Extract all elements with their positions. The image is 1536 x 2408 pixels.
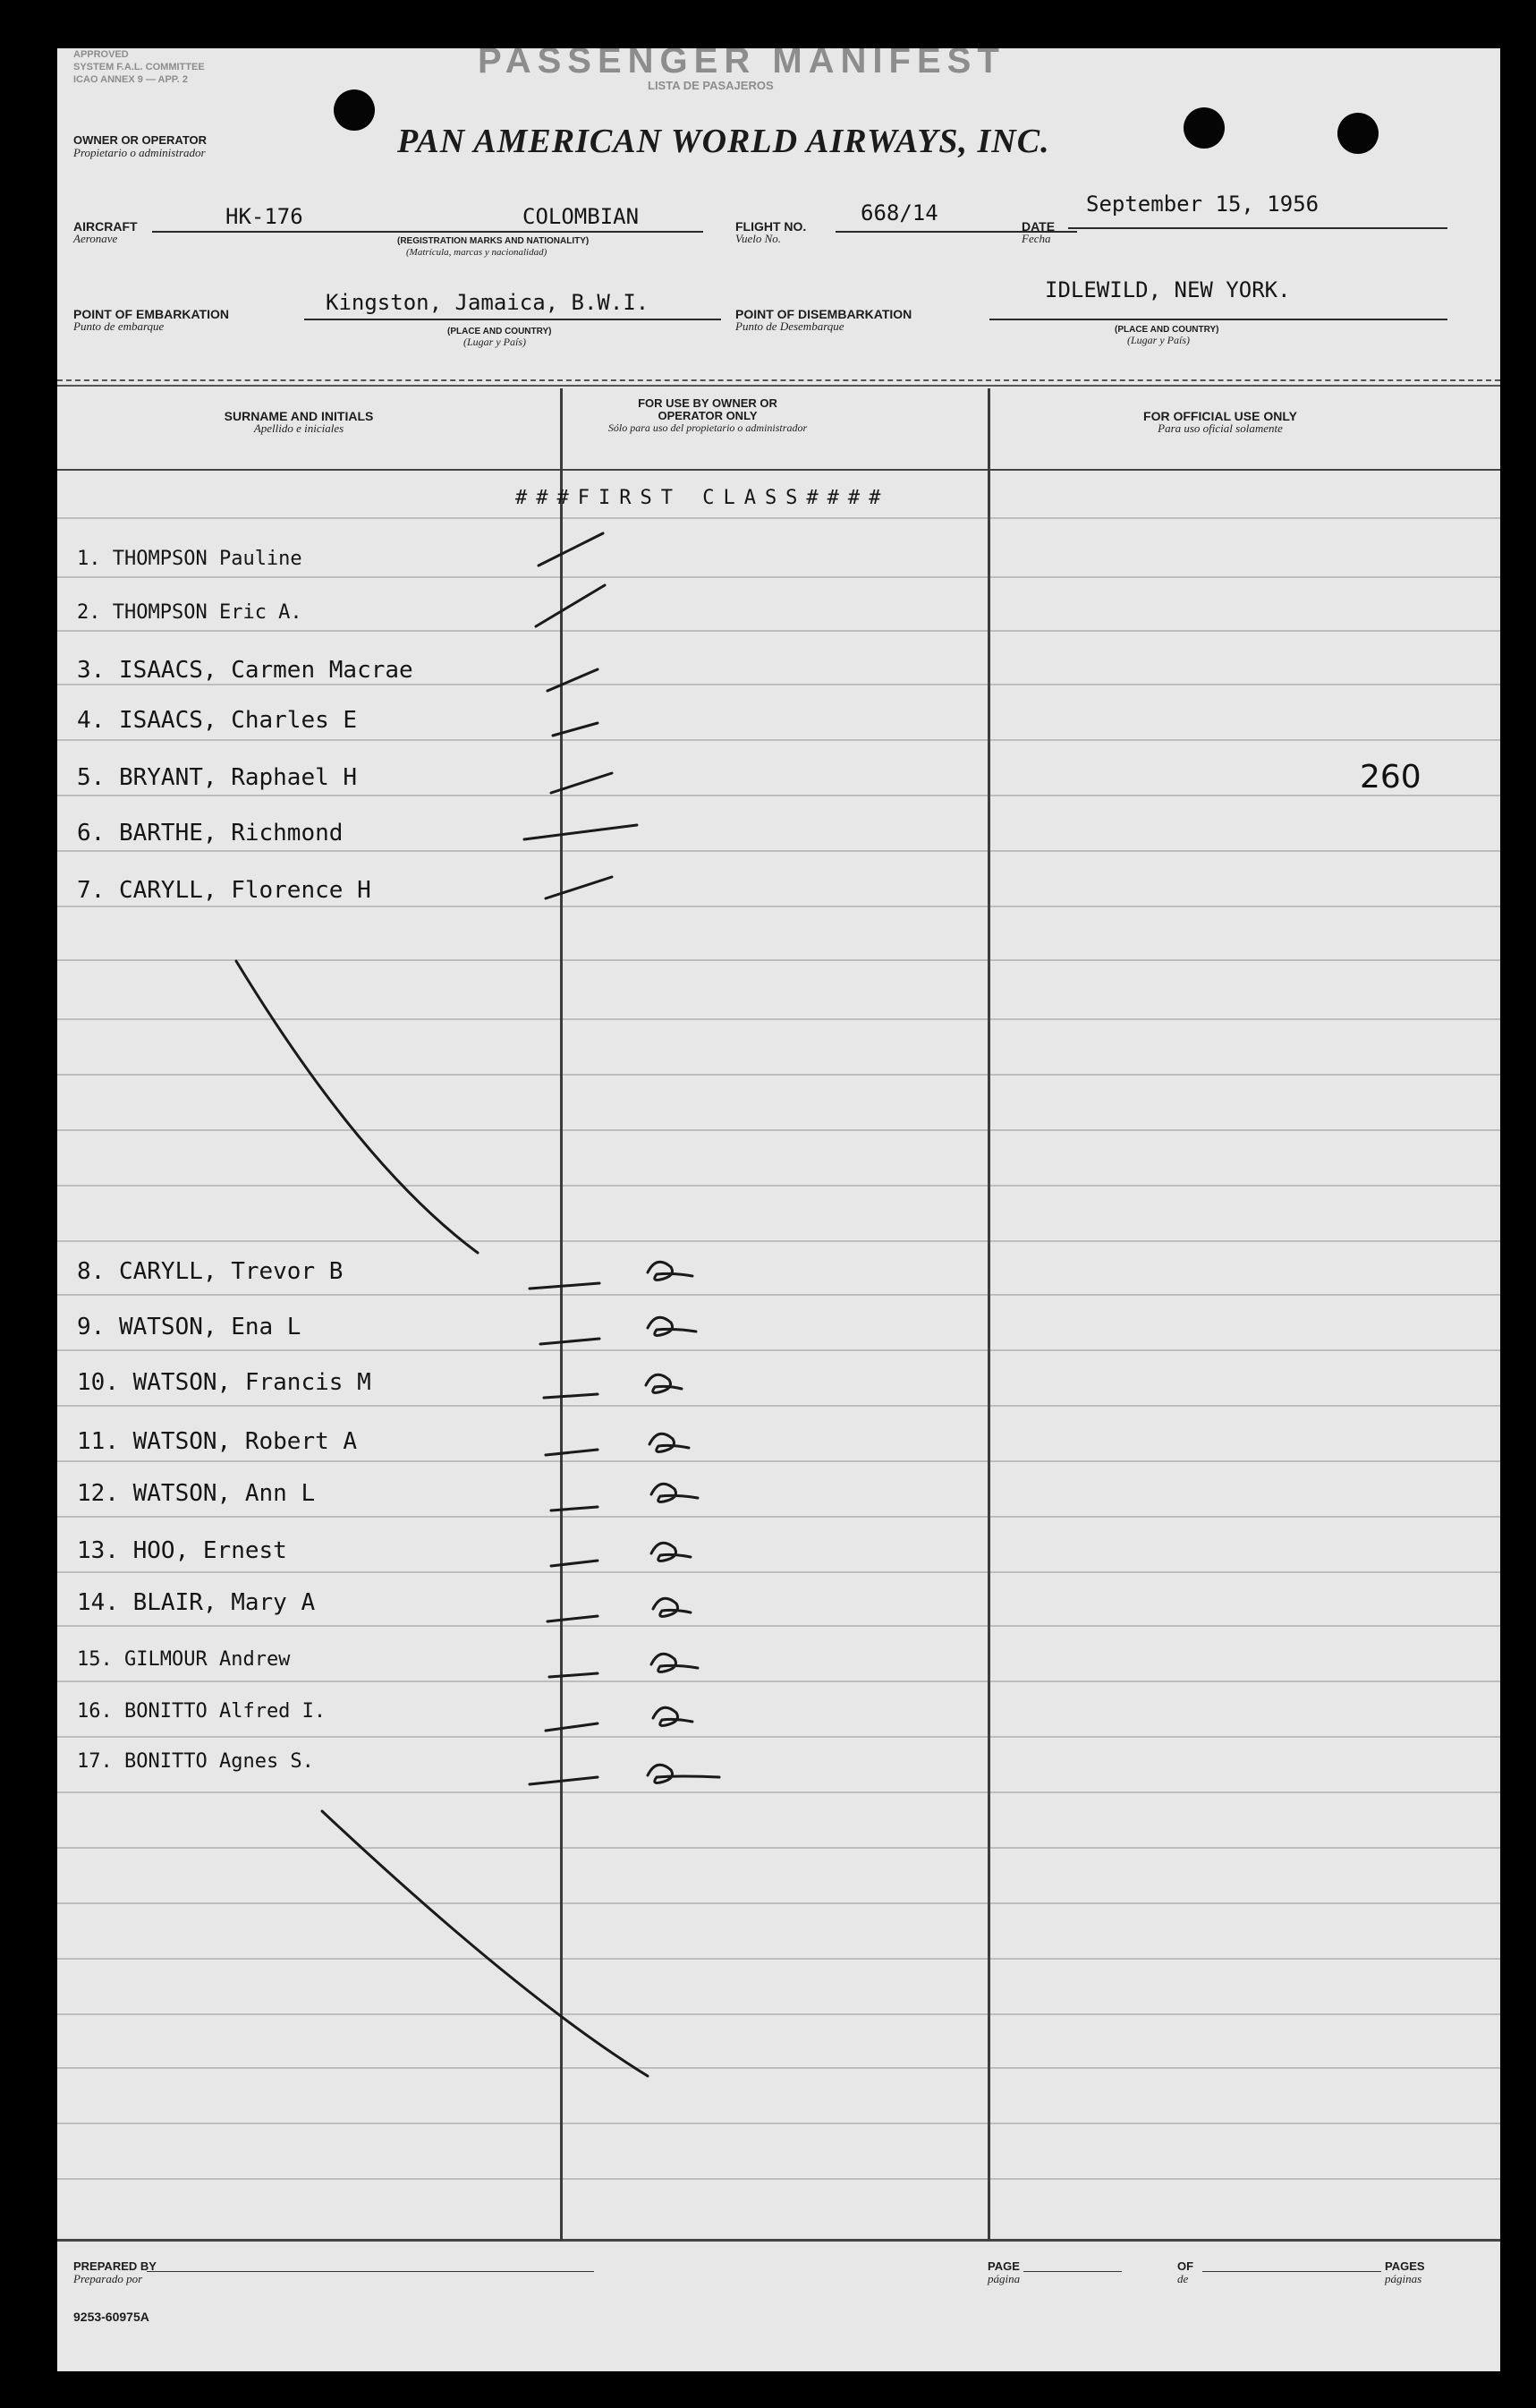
col-official-use-header: FOR OFFICIAL USE ONLY Para uso oficial solamente [1143, 409, 1297, 435]
aircraft-nationality: COLOMBIAN [522, 204, 640, 229]
embarkation-caption-es: (Lugar y País) [463, 336, 526, 348]
passenger-row: 12. WATSON, Ann L [77, 1480, 316, 1507]
prepared-by-label-es: Preparado por [73, 2272, 143, 2285]
airline-name: PAN AMERICAN WORLD AIRWAYS, INC. [397, 123, 1050, 160]
check-mark [524, 825, 637, 839]
form-code: 9253-60975A [73, 2310, 149, 2324]
passenger-row: 11. WATSON, Robert A [77, 1428, 358, 1455]
passenger-row: 15. GILMOUR Andrew [77, 1648, 291, 1671]
aircraft-caption-es: (Matrícula, marcas y nacionalidad) [406, 247, 547, 258]
passenger-row: 7. CARYLL, Florence H [77, 877, 371, 904]
pages-label: PAGES [1385, 2259, 1425, 2273]
passenger-row: 6. BARTHE, Richmond [77, 820, 344, 847]
check-mark [536, 585, 605, 626]
passenger-row: 17. BONITTO Agnes S. [77, 1750, 314, 1773]
prepared-by-label: PREPARED BY [73, 2259, 157, 2273]
col-owner-use-header: FOR USE BY OWNER OR OPERATOR ONLY Sólo para uso del propietario o administrador [607, 396, 808, 434]
page-label: PAGE [988, 2259, 1020, 2273]
passenger-row: 14. BLAIR, Mary A [77, 1589, 316, 1616]
passenger-row: 2. THOMPSON Eric A. [77, 601, 302, 624]
embarkation-value: Kingston, Jamaica, B.W.I. [326, 290, 649, 315]
form-subtitle: LISTA DE PASAJEROS [648, 79, 774, 92]
owner-label-es: Propietario o administrador [73, 146, 206, 159]
aircraft-value: HK-176 [225, 204, 303, 229]
disembarkation-caption: (PLACE AND COUNTRY) [1115, 325, 1219, 335]
embarkation-label-es: Punto de embarque [73, 319, 165, 333]
disembarkation-value: IDLEWILD, NEW YORK. [1045, 277, 1291, 302]
check-mark [539, 533, 603, 566]
date-label-es: Fecha [1022, 232, 1051, 245]
class-header: ###FIRST CLASS#### [515, 487, 890, 509]
disembarkation-caption-es: (Lugar y País) [1127, 334, 1190, 346]
pages-label-es: páginas [1385, 2272, 1422, 2285]
aircraft-label: AIRCRAFT [73, 219, 138, 234]
cancel-line [322, 1811, 648, 2076]
passenger-row: 10. WATSON, Francis M [77, 1369, 371, 1396]
page-label-es: página [988, 2272, 1021, 2285]
passenger-row: 1. THOMPSON Pauline [77, 548, 302, 570]
form-title: PASSENGER MANIFEST [478, 48, 1006, 81]
check-mark [546, 877, 612, 898]
embarkation-caption: (PLACE AND COUNTRY) [447, 327, 552, 336]
of-label: OF [1177, 2259, 1194, 2273]
embarkation-label: POINT OF EMBARKATION [73, 307, 229, 321]
passenger-row: 3. ISAACS, Carmen Macrae [77, 657, 413, 684]
col-surname-header: SURNAME AND INITIALS Apellido e iniciales [224, 409, 374, 435]
passenger-row: 8. CARYLL, Trevor B [77, 1258, 344, 1285]
disembarkation-label-es: Punto de Desembarque [735, 319, 844, 333]
aircraft-label-es: Aeronave [73, 232, 118, 245]
passenger-row: 13. HOO, Ernest [77, 1537, 287, 1564]
flight-label-es: Vuelo No. [735, 232, 782, 245]
official-number: 260 [1360, 759, 1421, 796]
check-mark [551, 773, 612, 793]
passenger-row: 5. BRYANT, Raphael H [77, 764, 358, 791]
aircraft-caption: (REGISTRATION MARKS AND NATIONALITY) [397, 236, 590, 246]
passenger-row: 16. BONITTO Alfred I. [77, 1700, 327, 1723]
disembarkation-label: POINT OF DISEMBARKATION [735, 307, 912, 321]
flight-value: 668/14 [861, 200, 938, 225]
of-label-es: de [1177, 2272, 1189, 2285]
owner-label: OWNER OR OPERATOR [73, 133, 208, 147]
handwritten-marks [57, 48, 1500, 2371]
date-value: September 15, 1956 [1086, 191, 1320, 217]
check-mark [553, 723, 598, 736]
check-mark [547, 669, 598, 691]
passenger-row: 9. WATSON, Ena L [77, 1314, 301, 1340]
flight-label: FLIGHT NO. [735, 219, 807, 234]
date-label: DATE [1022, 219, 1056, 234]
approval-note: APPROVED SYSTEM F.A.L. COMMITTEE ICAO ANNEX 9 — APP. 2 [73, 49, 205, 85]
passenger-row: 4. ISAACS, Charles E [77, 707, 358, 734]
manifest-sheet [57, 48, 1500, 2371]
cancel-line [236, 961, 478, 1253]
